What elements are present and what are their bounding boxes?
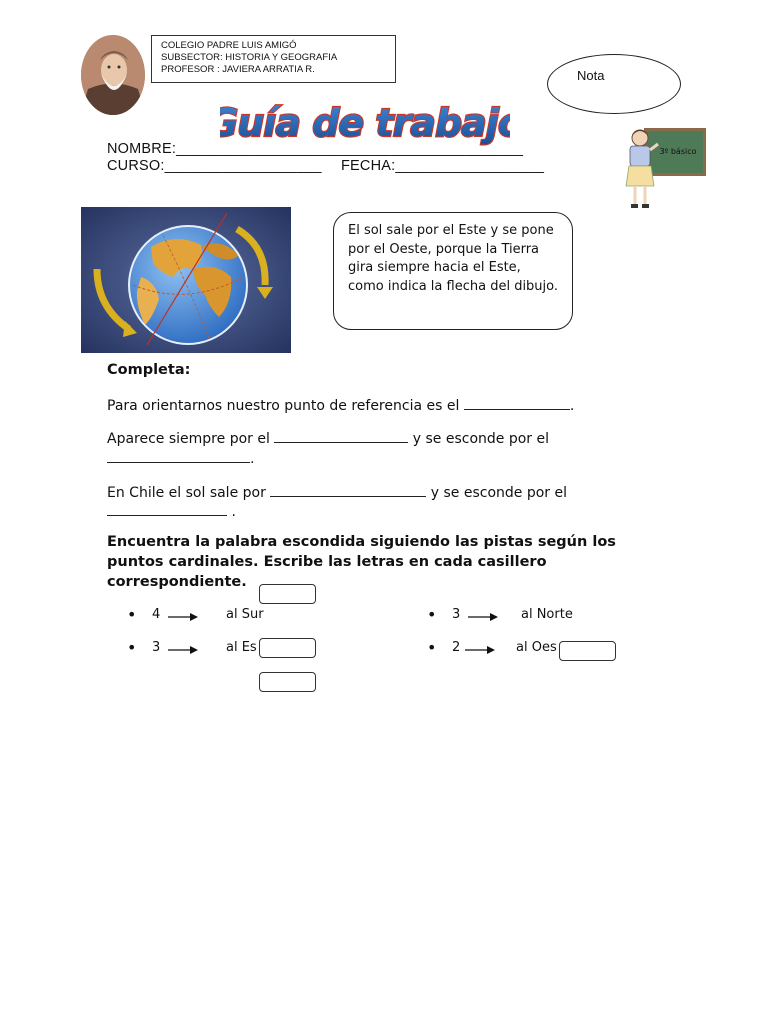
answer-1-blank[interactable]: [464, 395, 570, 410]
course-field[interactable]: CURSO:___________________: [107, 158, 322, 174]
clue-direction: al Norte: [521, 607, 573, 622]
question-3-text-b: y se esconde por el: [430, 485, 568, 501]
question-3: [107, 482, 567, 501]
clue-item: [427, 607, 587, 625]
teacher-chalkboard-illustration: [620, 124, 708, 212]
question-2-text-a: Aparece siempre por el: [107, 431, 270, 447]
question-2-end: .: [250, 451, 255, 467]
grade-label: Nota: [577, 68, 605, 83]
answer-2a-blank[interactable]: [274, 428, 408, 443]
name-field[interactable]: NOMBRE:__________________________________________: [107, 141, 524, 157]
bullet: •: [127, 638, 137, 657]
clue-direction: al Oes: [516, 640, 557, 655]
bullet: •: [127, 605, 137, 624]
letter-box[interactable]: [559, 641, 616, 661]
question-1-text: Para orientarnos nuestro punto de referencia es el: [107, 398, 460, 414]
question-2: [107, 428, 549, 447]
question-3-text-a: En Chile el sol sale por: [107, 485, 266, 501]
clue-item: [127, 607, 287, 625]
question-1-end: .: [569, 398, 575, 414]
clue-count: 3: [452, 607, 461, 622]
sun-explanation-text: El sol sale por el Este y se pone por el Oeste, porque la Tierra gira siempre hacia el Este, como indica la flecha del dibujo.: [348, 223, 559, 294]
question-3-line-2: [107, 501, 236, 520]
completa-heading: Completa:: [107, 362, 191, 378]
clue-count: 4: [152, 607, 161, 622]
grade-oval[interactable]: [547, 54, 681, 114]
clue-direction: al Sur: [226, 607, 264, 622]
teacher-name: PROFESOR : JAVIERA ARRATIA R.: [161, 64, 315, 75]
question-3-end: .: [231, 504, 236, 520]
arrow-right-icon: [465, 646, 495, 654]
hidden-word-instructions: Encuentra la palabra escondida siguiendo las pistas según los puntos cardinales. Escribe las letras en cada casillero correspondiente.: [107, 534, 616, 590]
answer-3a-blank[interactable]: [270, 482, 426, 497]
question-2-text-b: y se esconde por el: [412, 431, 550, 447]
school-info-box: [151, 35, 396, 83]
grade-badge: 3º básico: [659, 147, 697, 156]
clue-item: [127, 640, 287, 658]
question-1: [107, 395, 574, 414]
arrow-right-icon: [468, 613, 498, 621]
answer-2b-blank[interactable]: [107, 448, 250, 463]
bullet: •: [427, 638, 437, 657]
school-name: COLEGIO PADRE LUIS AMIGÓ: [161, 40, 297, 51]
founder-portrait: [80, 34, 146, 116]
earth-rotation-illustration: [81, 207, 291, 353]
date-field[interactable]: FECHA:__________________: [341, 158, 545, 174]
arrow-right-icon: [168, 646, 198, 654]
bullet: •: [427, 605, 437, 624]
clue-item: [427, 640, 567, 658]
worksheet-title-text: Guía de trabajo: [220, 101, 510, 145]
arrow-right-icon: [168, 613, 198, 621]
answer-3b-blank[interactable]: [107, 501, 227, 516]
clue-count: 3: [152, 640, 161, 655]
sun-explanation-box: [333, 212, 573, 330]
question-2-line-2: [107, 448, 254, 467]
letter-box[interactable]: [259, 672, 316, 692]
letter-box[interactable]: [259, 584, 316, 604]
subject-name: SUBSECTOR: HISTORIA Y GEOGRAFIA: [161, 52, 338, 63]
clue-count: 2: [452, 640, 461, 655]
clue-direction: al Es: [226, 640, 257, 655]
